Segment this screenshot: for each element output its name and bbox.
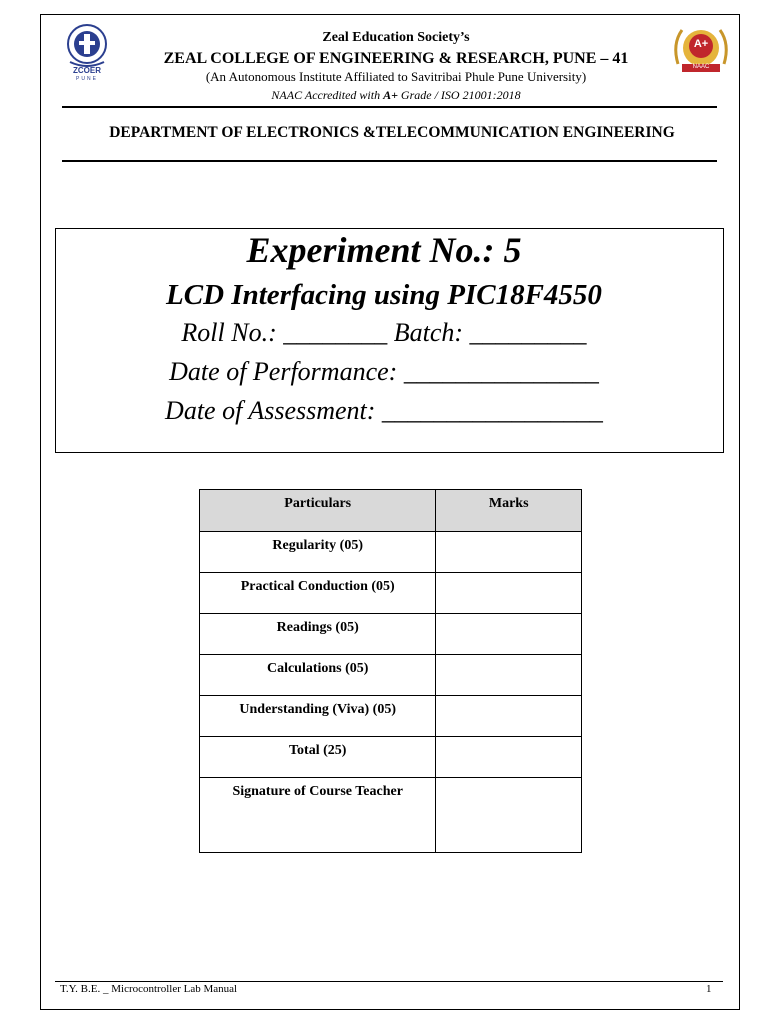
accreditation-grade: A+ [383, 88, 398, 102]
date-of-assessment-field: Date of Assessment: _________________ [165, 396, 603, 425]
table-row [200, 778, 582, 853]
college-logo-text: ZCOER [73, 66, 101, 75]
marks-cell [436, 532, 582, 573]
naac-logo-text: NAAC [692, 64, 710, 70]
table-row [200, 696, 582, 737]
college-name: ZEAL COLLEGE OF ENGINEERING & RESEARCH, PUNE – 41 [163, 50, 629, 67]
accreditation-prefix: NAAC Accredited with [271, 88, 384, 102]
naac-grade-text: A+ [693, 38, 709, 50]
table-row [200, 655, 582, 696]
department-title: DEPARTMENT OF ELECTRONICS &TELECOMMUNICATION ENGINEERING [109, 124, 675, 141]
footer-manual-title: T.Y. B.E. _ Microcontroller Lab Manual [60, 983, 238, 995]
header-divider [62, 106, 717, 108]
marks-cell [436, 573, 582, 614]
table-row [200, 573, 582, 614]
table-row [200, 532, 582, 573]
particular-cell: Calculations (05) [200, 655, 436, 696]
particular-cell: Signature of Course Teacher [200, 778, 436, 853]
particular-cell: Regularity (05) [200, 532, 436, 573]
date-of-performance-field: Date of Performance: _______________ [169, 357, 599, 386]
footer-divider [55, 981, 723, 982]
particular-cell: Readings (05) [200, 614, 436, 655]
marks-table [199, 489, 582, 853]
particular-cell: Understanding (Viva) (05) [200, 696, 436, 737]
page-number: 1 [706, 983, 712, 995]
affiliation-text: (An Autonomous Institute Affiliated to Savitribai Phule Pune University) [205, 69, 587, 84]
experiment-title: Experiment No.: 5 [246, 230, 522, 270]
marks-cell [436, 614, 582, 655]
table-row [200, 614, 582, 655]
marks-cell [436, 737, 582, 778]
department-divider [62, 160, 717, 162]
table-header-row [200, 490, 582, 532]
particular-cell: Practical Conduction (05) [200, 573, 436, 614]
particular-cell: Total (25) [200, 737, 436, 778]
accreditation-suffix: Grade / ISO 21001:2018 [397, 88, 521, 102]
society-name: Zeal Education Society’s [322, 30, 470, 45]
marks-cell [436, 696, 582, 737]
roll-batch-field: Roll No.: ________ Batch: _________ [181, 318, 587, 347]
marks-cell [436, 778, 582, 853]
column-header-particulars: Particulars [200, 490, 436, 532]
college-logo-subtext: PUNE [76, 76, 98, 82]
column-header-marks: Marks [436, 490, 582, 532]
experiment-subtitle: LCD Interfacing using PIC18F4550 [166, 279, 602, 311]
accreditation-text [12, 88, 768, 103]
marks-cell [436, 655, 582, 696]
table-row [200, 737, 582, 778]
